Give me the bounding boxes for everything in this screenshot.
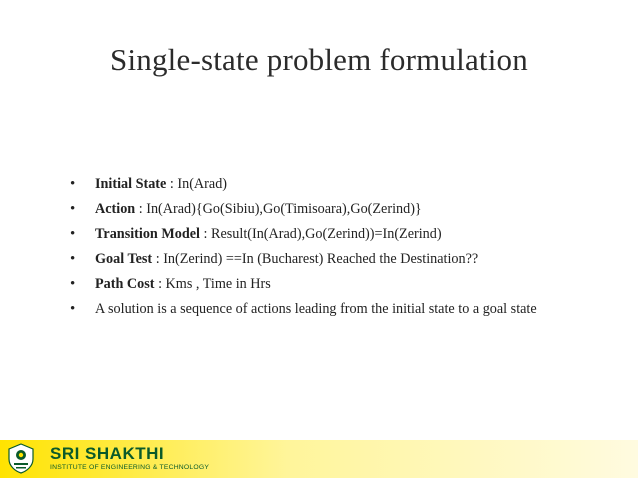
brand-name: SRI SHAKTHI [50,444,165,463]
bullet-item-solution [70,301,590,318]
bullet-dot-icon: • [70,226,76,243]
institute-emblem-icon [6,442,36,474]
brand-subtitle: INSTITUTE OF ENGINEERING & TECHNOLOGY [50,464,210,471]
bullet-text: A solution is a sequence of actions leading from the initial state to a goal state [95,301,537,318]
bullet-text: : Result(In(Arad),Go(Zerind))=In(Zerind) [199,226,442,243]
bullet-term: Transition Model [95,226,200,243]
bullet-term: Initial State [95,176,167,192]
bullet-dot-icon: • [70,176,76,192]
bullet-item-transition-model [70,226,590,243]
bullet-term: Action [95,201,136,218]
slide-title: Single-state problem formulation [110,42,528,77]
bullet-dot-icon: • [70,251,76,268]
bullet-dot-icon: • [70,276,76,293]
bullet-text: : In(Arad){Go(Sibiu),Go(Timisoara),Go(Zerind)} [135,201,422,218]
bullet-term: Path Cost [95,276,155,293]
bullet-dot-icon: • [70,201,76,218]
bullet-text: : Kms , Time in Hrs [154,276,271,293]
bullet-item-initial-state [70,176,590,193]
bullet-text: : In(Zerind) ==In (Bucharest) Reached the Destination?? [152,251,479,268]
bullet-dot-icon: • [70,301,76,318]
bullet-term: Goal Test [95,251,153,268]
bullet-list [70,176,590,327]
bullet-item-action [70,201,590,218]
bullet-item-goal-test [70,251,590,268]
bullet-item-path-cost [70,276,590,293]
bullet-text: : In(Arad) [166,176,228,192]
